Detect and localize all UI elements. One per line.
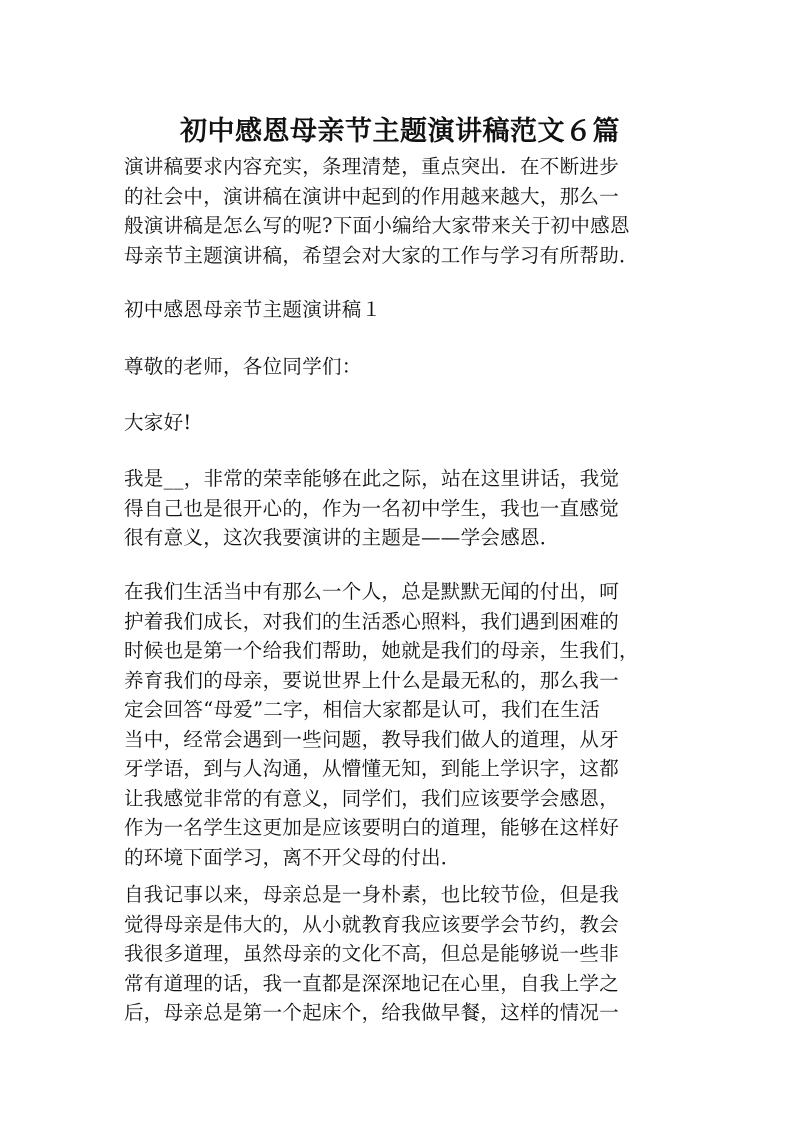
section-heading-block <box>124 295 684 325</box>
paragraph-line: 牙学语，到与人沟通，从懵懂无知，到能上学识字，这都 <box>124 757 620 780</box>
paragraph-line: 很有意义，这次我要演讲的主题是——学会感恩． <box>124 526 560 549</box>
salutation-block <box>124 352 684 382</box>
paragraph-line: 当中，经常会遇到一些问题，教导我们做人的道理，从牙 <box>124 727 620 751</box>
paragraph-line: 在我们生活当中有那么一个人，总是默默无闻的付出，呵 <box>124 580 620 603</box>
paragraph-line: 护着我们成长，对我们的生活悉心照料，我们遇到困难的 <box>124 609 620 633</box>
paragraph-2 <box>124 577 684 872</box>
paragraph-line: 得自己也是很开心的，作为一名初中学生，我也一直感觉 <box>124 496 620 520</box>
paragraph-line: 常有道理的话，我一直都是深深地记在心里，自我上学之 <box>124 971 620 995</box>
paragraph-line: 我是__，非常的荣幸能够在此之际，站在这里讲话，我觉 <box>124 467 620 490</box>
paragraph-line: 的环境下面学习，离不开父母的付出． <box>124 845 461 869</box>
paragraph-line: 让我感觉非常的有意义，同学们，我们应该要学会感恩， <box>124 786 620 810</box>
paragraph-line: 我很多道理，虽然母亲的文化不高，但总是能够说一些非 <box>124 942 620 965</box>
intro-line: 的社会中，演讲稿在演讲中起到的作用越来越大，那么一 <box>124 184 620 208</box>
intro-line: 般演讲稿是怎么写的呢?下面小编给大家带来关于初中感恩 <box>124 214 630 237</box>
greeting: 大家好! <box>124 411 192 434</box>
paragraph-3 <box>124 880 684 1028</box>
paragraph-line: 后，母亲总是第一个起床个，给我做早餐，这样的情况一 <box>124 1001 620 1024</box>
greeting-block <box>124 408 684 438</box>
paragraph-line: 时候也是第一个给我们帮助，她就是我们的母亲，生我们， <box>124 639 639 662</box>
paragraph-line: 定会回答“母爱”二字，相信大家都是认可，我们在生活 <box>124 698 600 721</box>
paragraph-line: 觉得母亲是伟大的，从小就教育我应该要学会节约，教会 <box>124 912 620 936</box>
document-title: 初中感恩母亲节主题演讲稿范文６篇 <box>180 116 620 147</box>
paragraph-line: 养育我们的母亲，要说世界上什么是最无私的，那么我一 <box>124 668 620 692</box>
intro-paragraph <box>124 152 684 270</box>
intro-line: 母亲节主题演讲稿，希望会对大家的工作与学习有所帮助． <box>124 243 639 267</box>
paragraph-1 <box>124 464 684 553</box>
paragraph-line: 自我记事以来，母亲总是一身朴素，也比较节俭，但是我 <box>124 883 620 906</box>
intro-line: 演讲稿要求内容充实，条理清楚，重点突出．在不断进步 <box>124 155 620 178</box>
paragraph-line: 作为一名学生这更加是应该要明白的道理，能够在这样好 <box>124 816 620 839</box>
salutation: 尊敬的老师，各位同学们： <box>124 355 362 378</box>
section-heading: 初中感恩母亲节主题演讲稿１ <box>124 298 382 321</box>
